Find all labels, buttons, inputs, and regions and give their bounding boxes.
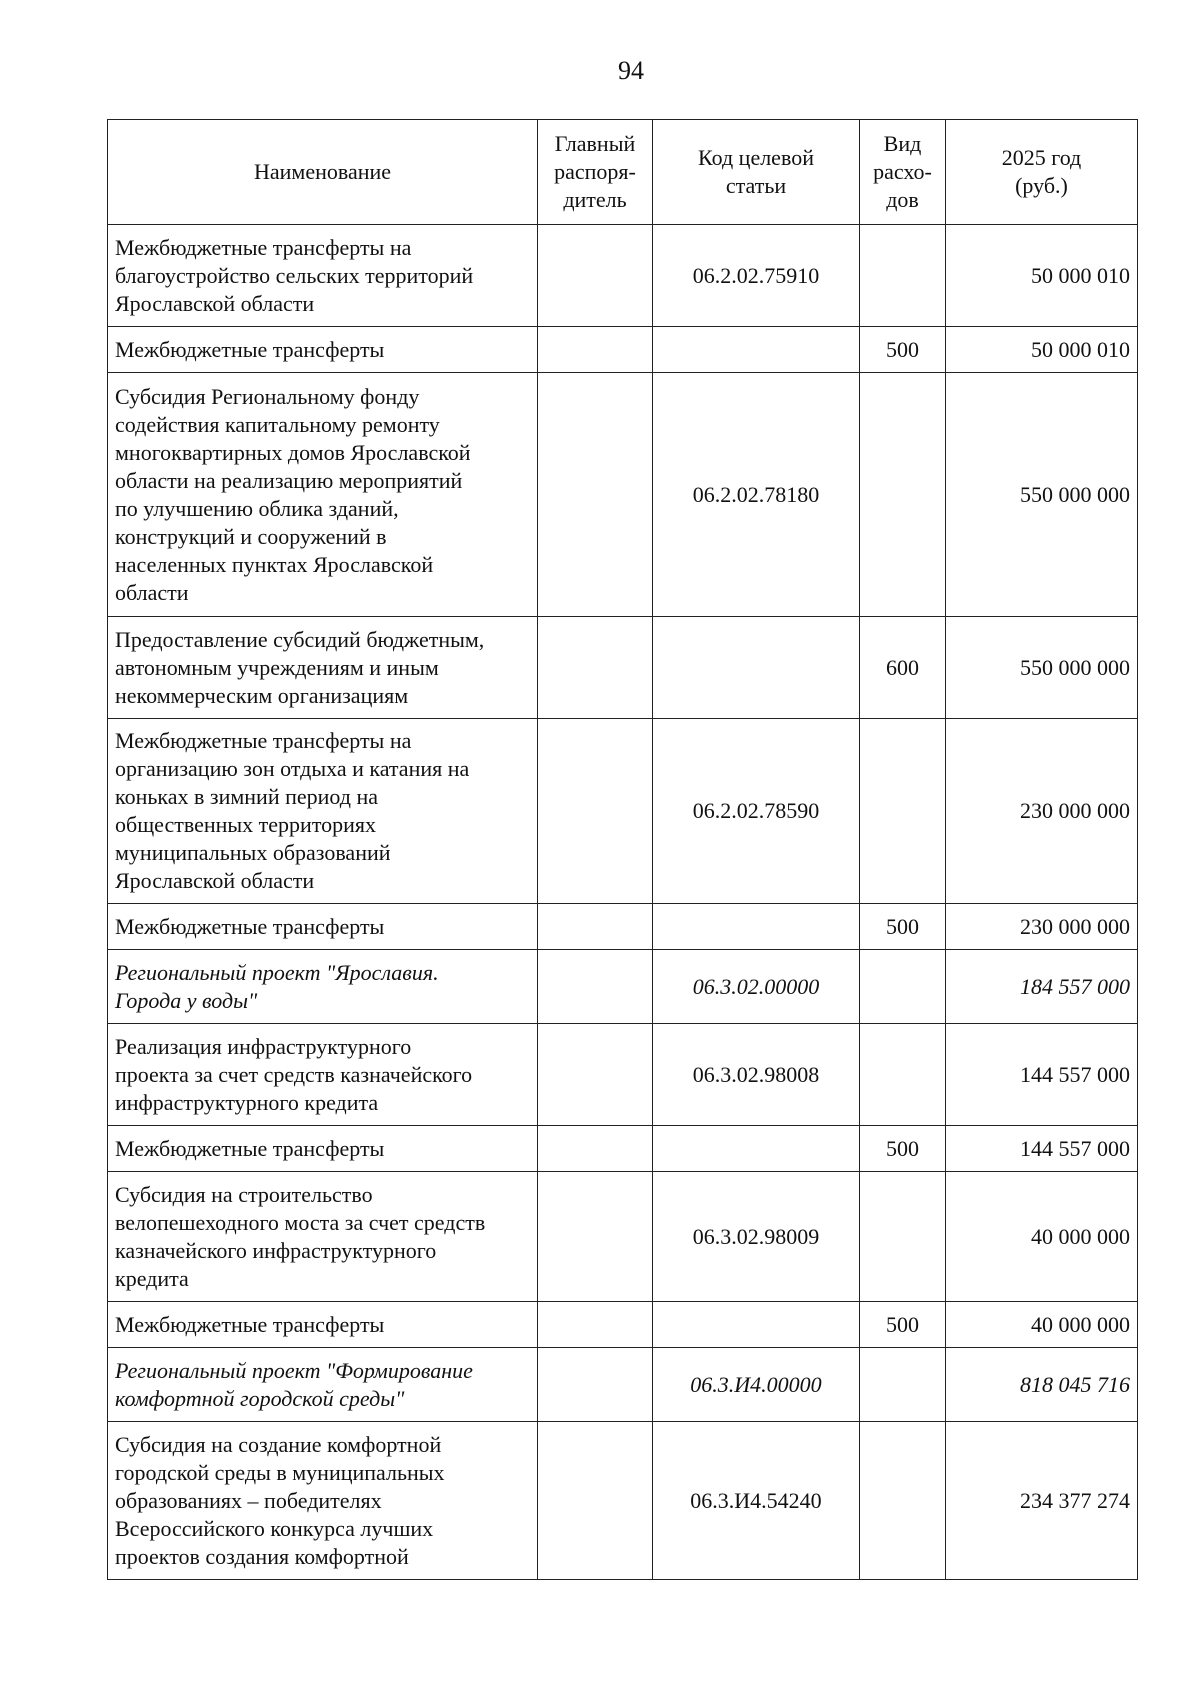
row-name: Межбюджетные трансферты xyxy=(108,327,538,373)
row-amount: 230 000 000 xyxy=(946,904,1138,950)
header-row xyxy=(108,120,1138,225)
row-admin xyxy=(538,1126,653,1172)
row-admin xyxy=(538,1302,653,1348)
row-amount: 550 000 000 xyxy=(946,373,1138,617)
row-admin xyxy=(538,904,653,950)
table-row xyxy=(108,719,1138,904)
row-code: 06.3.02.00000 xyxy=(653,950,860,1024)
row-code: 06.2.02.75910 xyxy=(653,225,860,327)
row-code: 06.3.И4.54240 xyxy=(653,1422,860,1580)
row-code: 06.3.02.98009 xyxy=(653,1172,860,1302)
row-kind xyxy=(860,225,946,327)
row-admin xyxy=(538,1348,653,1422)
header-name: Наименование xyxy=(108,120,538,225)
row-code: 06.2.02.78590 xyxy=(653,719,860,904)
table-row xyxy=(108,617,1138,719)
table-row xyxy=(108,950,1138,1024)
row-code xyxy=(653,617,860,719)
row-name: Реализация инфраструктурного проекта за счет средств казначейского инфраструктурного кредита xyxy=(108,1024,538,1126)
row-kind xyxy=(860,719,946,904)
row-code xyxy=(653,1126,860,1172)
row-kind xyxy=(860,1348,946,1422)
row-name: Межбюджетные трансферты xyxy=(108,904,538,950)
row-admin xyxy=(538,225,653,327)
row-amount: 50 000 010 xyxy=(946,327,1138,373)
row-name: Межбюджетные трансферты xyxy=(108,1126,538,1172)
table-row xyxy=(108,1422,1138,1580)
row-kind: 500 xyxy=(860,904,946,950)
page-number: 94 xyxy=(618,56,644,85)
row-name: Субсидия на создание комфортной городской среды в муниципальных образованиях – победителях Всероссийского конкурса лучших проектов создания комфортной xyxy=(108,1422,538,1580)
budget-table xyxy=(107,119,1138,1580)
row-admin xyxy=(538,1024,653,1126)
row-name: Региональный проект "Ярославия. Города у воды" xyxy=(108,950,538,1024)
table-row xyxy=(108,1302,1138,1348)
row-name: Межбюджетные трансферты на организацию зон отдыха и катания на коньках в зимний период на общественных территориях муниципальных образований Ярославской области xyxy=(108,719,538,904)
row-amount: 234 377 274 xyxy=(946,1422,1138,1580)
row-kind xyxy=(860,1024,946,1126)
row-kind xyxy=(860,1172,946,1302)
row-code: 06.2.02.78180 xyxy=(653,373,860,617)
row-amount: 144 557 000 xyxy=(946,1024,1138,1126)
row-code xyxy=(653,327,860,373)
row-amount: 40 000 000 xyxy=(946,1302,1138,1348)
row-amount: 230 000 000 xyxy=(946,719,1138,904)
row-name: Межбюджетные трансферты на благоустройство сельских территорий Ярославской области xyxy=(108,225,538,327)
row-code xyxy=(653,1302,860,1348)
row-admin xyxy=(538,950,653,1024)
table-row xyxy=(108,1348,1138,1422)
row-name: Субсидия на строительство велопешеходного моста за счет средств казначейского инфраструктурного кредита xyxy=(108,1172,538,1302)
row-admin xyxy=(538,719,653,904)
row-amount: 184 557 000 xyxy=(946,950,1138,1024)
row-code: 06.3.И4.00000 xyxy=(653,1348,860,1422)
header-year: 2025 год (руб.) xyxy=(946,120,1138,225)
header-kind: Вид расхо- дов xyxy=(860,120,946,225)
table-row xyxy=(108,1126,1138,1172)
row-admin xyxy=(538,373,653,617)
row-kind: 600 xyxy=(860,617,946,719)
row-name: Субсидия Региональному фонду содействия капитальному ремонту многоквартирных домов Ярославской области на реализацию мероприятий по улучшению облика зданий, конструкций и сооружений в населенных пунктах Ярославской области xyxy=(108,373,538,617)
row-name: Предоставление субсидий бюджетным, автономным учреждениям и иным некоммерческим организациям xyxy=(108,617,538,719)
row-kind: 500 xyxy=(860,1302,946,1348)
row-code: 06.3.02.98008 xyxy=(653,1024,860,1126)
row-admin xyxy=(538,617,653,719)
row-kind xyxy=(860,373,946,617)
table-row xyxy=(108,904,1138,950)
table-row xyxy=(108,373,1138,617)
row-amount: 40 000 000 xyxy=(946,1172,1138,1302)
header-admin: Главный распоря- дитель xyxy=(538,120,653,225)
table-row xyxy=(108,225,1138,327)
row-admin xyxy=(538,327,653,373)
table-row xyxy=(108,327,1138,373)
table-row xyxy=(108,1172,1138,1302)
row-kind xyxy=(860,950,946,1024)
header-code: Код целевой статьи xyxy=(653,120,860,225)
row-name: Региональный проект "Формирование комфортной городской среды" xyxy=(108,1348,538,1422)
row-kind xyxy=(860,1422,946,1580)
row-code xyxy=(653,904,860,950)
table-row xyxy=(108,1024,1138,1126)
row-amount: 550 000 000 xyxy=(946,617,1138,719)
row-amount: 50 000 010 xyxy=(946,225,1138,327)
row-admin xyxy=(538,1172,653,1302)
row-amount: 818 045 716 xyxy=(946,1348,1138,1422)
row-kind: 500 xyxy=(860,327,946,373)
row-admin xyxy=(538,1422,653,1580)
row-amount: 144 557 000 xyxy=(946,1126,1138,1172)
row-kind: 500 xyxy=(860,1126,946,1172)
row-name: Межбюджетные трансферты xyxy=(108,1302,538,1348)
